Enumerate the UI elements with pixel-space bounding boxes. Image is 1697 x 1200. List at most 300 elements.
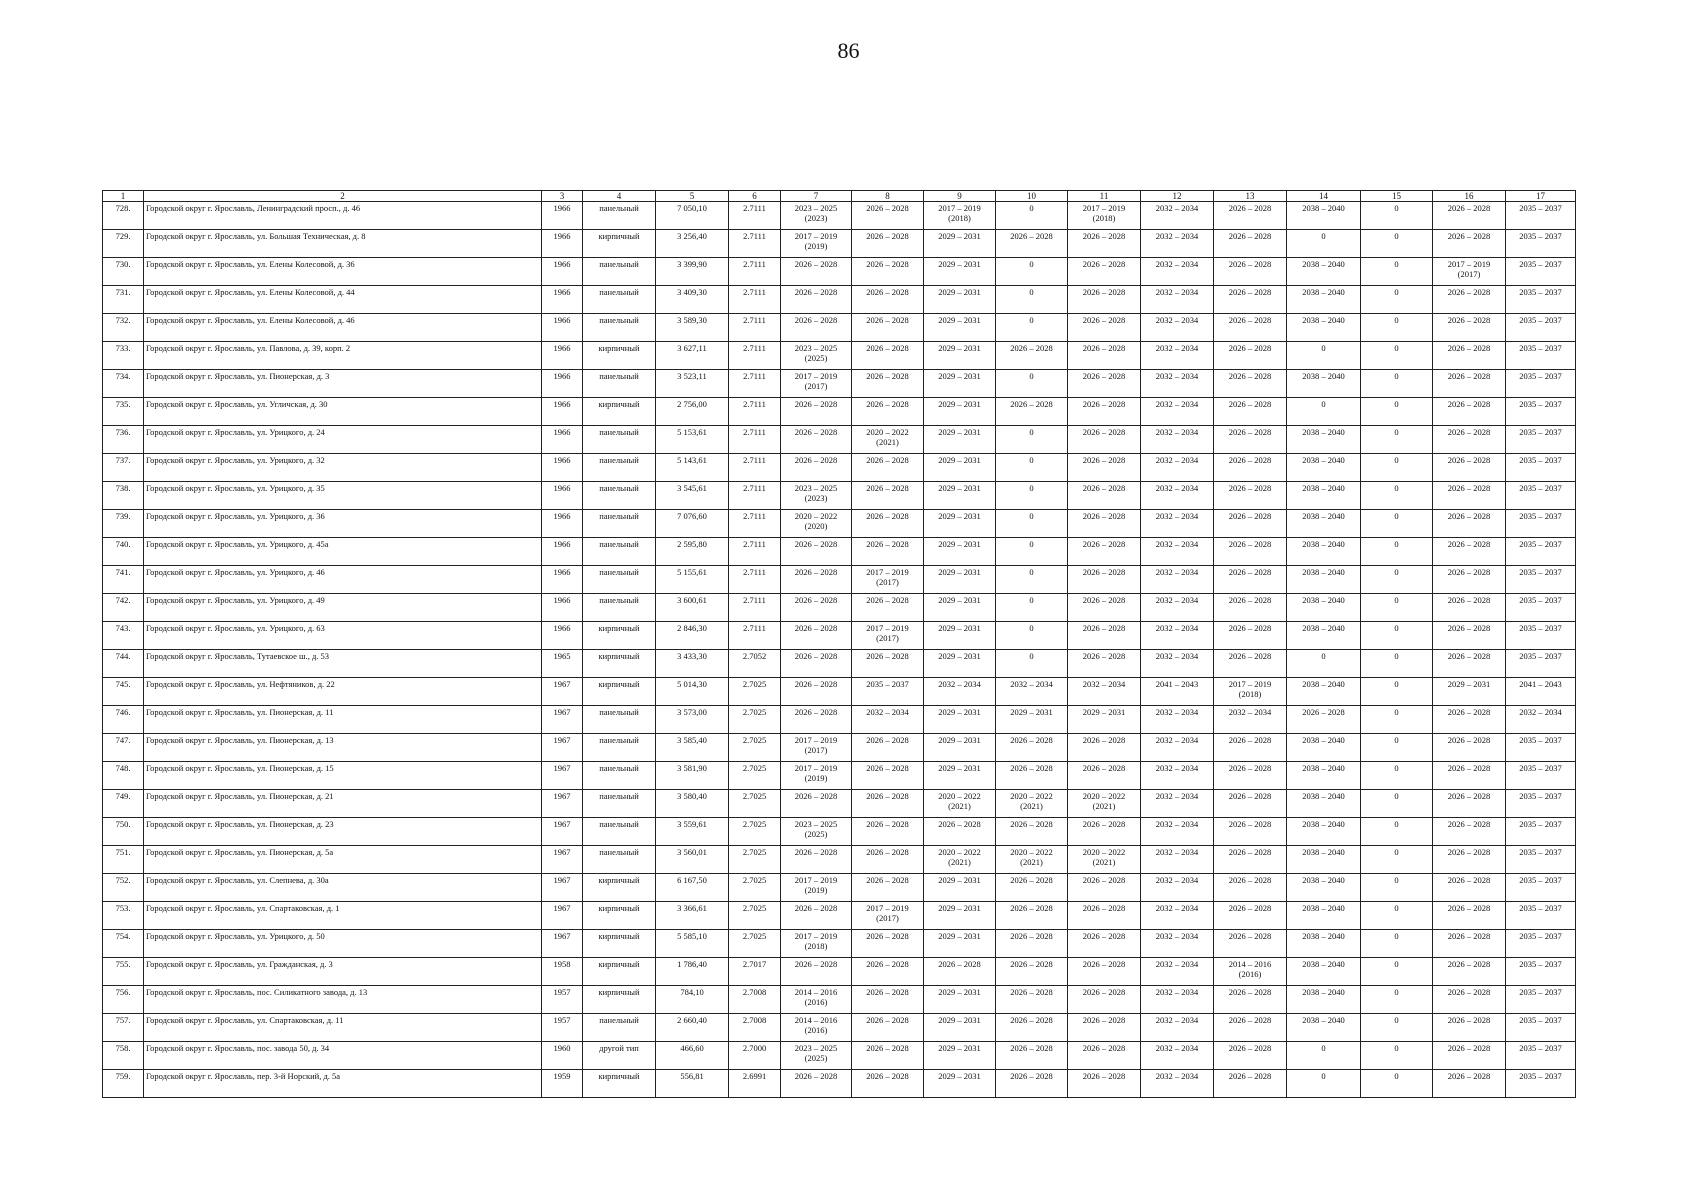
cell-col-9: 2029 – 2031 [924, 986, 996, 1014]
cell-col-11: 2026 – 2028 [1068, 538, 1141, 566]
cell-col-7: 2026 – 2028 [781, 398, 852, 426]
cell-col-5: 5 585,10 [656, 930, 729, 958]
cell-col-7: 2026 – 2028 [781, 622, 852, 650]
cell-col-13: 2026 – 2028 [1214, 342, 1287, 370]
cell-col-6: 2.7008 [729, 986, 781, 1014]
cell-col-3: 1966 [542, 370, 583, 398]
cell-col-9: 2020 – 2022 (2021) [924, 790, 996, 818]
cell-col-6: 2.7111 [729, 230, 781, 258]
cell-col-17: 2035 – 2037 [1506, 762, 1576, 790]
cell-col-10: 2026 – 2028 [996, 1042, 1068, 1070]
cell-col-1: 747. [103, 734, 144, 762]
cell-col-10: 2029 – 2031 [996, 706, 1068, 734]
cell-col-6: 2.7025 [729, 902, 781, 930]
cell-col-8: 2026 – 2028 [852, 230, 924, 258]
cell-col-11: 2026 – 2028 [1068, 370, 1141, 398]
cell-col-7: 2026 – 2028 [781, 454, 852, 482]
table-row [103, 846, 1576, 874]
table-row [103, 398, 1576, 426]
cell-col-15: 0 [1361, 454, 1433, 482]
cell-col-12: 2032 – 2034 [1141, 902, 1214, 930]
cell-col-8: 2026 – 2028 [852, 650, 924, 678]
cell-col-5: 3 409,30 [656, 286, 729, 314]
cell-col-9: 2029 – 2031 [924, 706, 996, 734]
cell-col-11: 2026 – 2028 [1068, 510, 1141, 538]
cell-col-8: 2026 – 2028 [852, 874, 924, 902]
cell-col-8: 2026 – 2028 [852, 1042, 924, 1070]
cell-col-17: 2035 – 2037 [1506, 958, 1576, 986]
cell-col-9: 2029 – 2031 [924, 1042, 996, 1070]
cell-col-4: кирпичный [583, 1070, 656, 1098]
cell-col-12: 2032 – 2034 [1141, 734, 1214, 762]
cell-col-15: 0 [1361, 734, 1433, 762]
cell-col-3: 1966 [542, 286, 583, 314]
cell-col-5: 2 660,40 [656, 1014, 729, 1042]
cell-col-16: 2026 – 2028 [1433, 230, 1506, 258]
cell-col-6: 2.7111 [729, 594, 781, 622]
cell-col-2: Городской округ г. Ярославль, ул. Слепнева, д. 30а [144, 874, 542, 902]
cell-col-12: 2032 – 2034 [1141, 846, 1214, 874]
cell-col-12: 2032 – 2034 [1141, 594, 1214, 622]
cell-col-10: 0 [996, 370, 1068, 398]
cell-col-6: 2.7025 [729, 818, 781, 846]
cell-col-15: 0 [1361, 426, 1433, 454]
cell-col-1: 752. [103, 874, 144, 902]
column-header-17: 17 [1506, 191, 1576, 202]
cell-col-11: 2026 – 2028 [1068, 398, 1141, 426]
cell-col-9: 2029 – 2031 [924, 566, 996, 594]
cell-col-10: 2026 – 2028 [996, 230, 1068, 258]
table-row [103, 706, 1576, 734]
cell-col-3: 1966 [542, 594, 583, 622]
cell-col-16: 2026 – 2028 [1433, 314, 1506, 342]
cell-col-11: 2026 – 2028 [1068, 594, 1141, 622]
cell-col-10: 0 [996, 202, 1068, 230]
cell-col-15: 0 [1361, 1014, 1433, 1042]
cell-col-4: панельный [583, 314, 656, 342]
cell-col-16: 2026 – 2028 [1433, 846, 1506, 874]
cell-col-5: 3 573,00 [656, 706, 729, 734]
cell-col-14: 2038 – 2040 [1287, 594, 1361, 622]
column-header-2: 2 [144, 191, 542, 202]
table-row [103, 566, 1576, 594]
cell-col-10: 2020 – 2022 (2021) [996, 846, 1068, 874]
cell-col-4: кирпичный [583, 650, 656, 678]
cell-col-2: Городской округ г. Ярославль, ул. Урицкого, д. 50 [144, 930, 542, 958]
cell-col-13: 2026 – 2028 [1214, 370, 1287, 398]
cell-col-2: Городской округ г. Ярославль, ул. Павлова, д. 39, корп. 2 [144, 342, 542, 370]
register-table [102, 190, 1576, 1098]
cell-col-7: 2023 – 2025 (2023) [781, 202, 852, 230]
cell-col-3: 1957 [542, 986, 583, 1014]
cell-col-12: 2032 – 2034 [1141, 398, 1214, 426]
cell-col-11: 2026 – 2028 [1068, 818, 1141, 846]
cell-col-1: 753. [103, 902, 144, 930]
cell-col-16: 2026 – 2028 [1433, 426, 1506, 454]
cell-col-10: 2026 – 2028 [996, 986, 1068, 1014]
cell-col-13: 2026 – 2028 [1214, 622, 1287, 650]
cell-col-6: 2.7008 [729, 1014, 781, 1042]
cell-col-9: 2020 – 2022 (2021) [924, 846, 996, 874]
cell-col-4: кирпичный [583, 958, 656, 986]
cell-col-13: 2026 – 2028 [1214, 790, 1287, 818]
cell-col-3: 1958 [542, 958, 583, 986]
cell-col-16: 2029 – 2031 [1433, 678, 1506, 706]
cell-col-4: панельный [583, 762, 656, 790]
cell-col-1: 754. [103, 930, 144, 958]
table-row [103, 482, 1576, 510]
cell-col-7: 2026 – 2028 [781, 902, 852, 930]
cell-col-17: 2035 – 2037 [1506, 566, 1576, 594]
cell-col-4: панельный [583, 258, 656, 286]
cell-col-4: панельный [583, 538, 656, 566]
cell-col-13: 2026 – 2028 [1214, 398, 1287, 426]
column-header-1: 1 [103, 191, 144, 202]
cell-col-1: 757. [103, 1014, 144, 1042]
cell-col-12: 2032 – 2034 [1141, 286, 1214, 314]
cell-col-13: 2026 – 2028 [1214, 762, 1287, 790]
cell-col-5: 784,10 [656, 986, 729, 1014]
cell-col-9: 2029 – 2031 [924, 258, 996, 286]
cell-col-2: Городской округ г. Ярославль, ул. Гражданская, д. 3 [144, 958, 542, 986]
cell-col-17: 2035 – 2037 [1506, 622, 1576, 650]
cell-col-13: 2026 – 2028 [1214, 258, 1287, 286]
cell-col-5: 3 433,30 [656, 650, 729, 678]
cell-col-12: 2032 – 2034 [1141, 706, 1214, 734]
cell-col-4: кирпичный [583, 398, 656, 426]
cell-col-2: Городской округ г. Ярославль, ул. Урицкого, д. 24 [144, 426, 542, 454]
cell-col-7: 2020 – 2022 (2020) [781, 510, 852, 538]
cell-col-13: 2026 – 2028 [1214, 566, 1287, 594]
table-row [103, 930, 1576, 958]
cell-col-2: Городской округ г. Ярославль, ул. Большая Техническая, д. 8 [144, 230, 542, 258]
cell-col-7: 2023 – 2025 (2025) [781, 818, 852, 846]
cell-col-16: 2026 – 2028 [1433, 734, 1506, 762]
cell-col-11: 2017 – 2019 (2018) [1068, 202, 1141, 230]
cell-col-2: Городской округ г. Ярославль, Тутаевское ш., д. 53 [144, 650, 542, 678]
cell-col-5: 3 523,11 [656, 370, 729, 398]
cell-col-4: панельный [583, 846, 656, 874]
cell-col-16: 2026 – 2028 [1433, 650, 1506, 678]
cell-col-9: 2026 – 2028 [924, 958, 996, 986]
cell-col-6: 2.7111 [729, 538, 781, 566]
cell-col-5: 3 581,90 [656, 762, 729, 790]
table-row [103, 454, 1576, 482]
cell-col-17: 2035 – 2037 [1506, 314, 1576, 342]
cell-col-13: 2026 – 2028 [1214, 454, 1287, 482]
cell-col-15: 0 [1361, 482, 1433, 510]
cell-col-9: 2029 – 2031 [924, 1014, 996, 1042]
cell-col-12: 2032 – 2034 [1141, 426, 1214, 454]
cell-col-3: 1967 [542, 930, 583, 958]
cell-col-5: 3 559,61 [656, 818, 729, 846]
cell-col-11: 2026 – 2028 [1068, 650, 1141, 678]
cell-col-5: 2 595,80 [656, 538, 729, 566]
cell-col-14: 2038 – 2040 [1287, 426, 1361, 454]
cell-col-10: 0 [996, 482, 1068, 510]
cell-col-3: 1967 [542, 734, 583, 762]
cell-col-16: 2026 – 2028 [1433, 538, 1506, 566]
table-row [103, 510, 1576, 538]
cell-col-2: Городской округ г. Ярославль, ул. Елены Колесовой, д. 46 [144, 314, 542, 342]
cell-col-15: 0 [1361, 594, 1433, 622]
cell-col-8: 2026 – 2028 [852, 202, 924, 230]
cell-col-17: 2035 – 2037 [1506, 1070, 1576, 1098]
cell-col-7: 2026 – 2028 [781, 286, 852, 314]
column-header-14: 14 [1287, 191, 1361, 202]
cell-col-15: 0 [1361, 230, 1433, 258]
cell-col-4: кирпичный [583, 902, 656, 930]
cell-col-14: 2038 – 2040 [1287, 678, 1361, 706]
cell-col-13: 2026 – 2028 [1214, 230, 1287, 258]
cell-col-4: другой тип [583, 1042, 656, 1070]
cell-col-2: Городской округ г. Ярославль, ул. Пионерская, д. 15 [144, 762, 542, 790]
cell-col-8: 2026 – 2028 [852, 538, 924, 566]
cell-col-3: 1966 [542, 202, 583, 230]
cell-col-4: панельный [583, 594, 656, 622]
table-row [103, 874, 1576, 902]
cell-col-16: 2026 – 2028 [1433, 482, 1506, 510]
cell-col-14: 0 [1287, 342, 1361, 370]
cell-col-15: 0 [1361, 286, 1433, 314]
column-header-7: 7 [781, 191, 852, 202]
cell-col-10: 2020 – 2022 (2021) [996, 790, 1068, 818]
cell-col-7: 2026 – 2028 [781, 538, 852, 566]
cell-col-13: 2026 – 2028 [1214, 286, 1287, 314]
cell-col-16: 2026 – 2028 [1433, 762, 1506, 790]
table-row [103, 258, 1576, 286]
cell-col-2: Городской округ г. Ярославль, пер. 3-й Норский, д. 5а [144, 1070, 542, 1098]
cell-col-5: 3 256,40 [656, 230, 729, 258]
cell-col-14: 2038 – 2040 [1287, 958, 1361, 986]
cell-col-9: 2029 – 2031 [924, 454, 996, 482]
cell-col-6: 2.7111 [729, 566, 781, 594]
cell-col-9: 2029 – 2031 [924, 370, 996, 398]
cell-col-12: 2032 – 2034 [1141, 874, 1214, 902]
table-row [103, 790, 1576, 818]
cell-col-12: 2041 – 2043 [1141, 678, 1214, 706]
cell-col-13: 2026 – 2028 [1214, 986, 1287, 1014]
cell-col-9: 2029 – 2031 [924, 398, 996, 426]
cell-col-16: 2026 – 2028 [1433, 874, 1506, 902]
cell-col-15: 0 [1361, 650, 1433, 678]
cell-col-4: панельный [583, 454, 656, 482]
cell-col-3: 1966 [542, 566, 583, 594]
cell-col-1: 741. [103, 566, 144, 594]
cell-col-15: 0 [1361, 622, 1433, 650]
cell-col-14: 2038 – 2040 [1287, 370, 1361, 398]
cell-col-11: 2026 – 2028 [1068, 874, 1141, 902]
cell-col-11: 2026 – 2028 [1068, 426, 1141, 454]
cell-col-15: 0 [1361, 790, 1433, 818]
table-row [103, 202, 1576, 230]
cell-col-6: 2.7111 [729, 454, 781, 482]
cell-col-12: 2032 – 2034 [1141, 958, 1214, 986]
cell-col-5: 3 560,01 [656, 846, 729, 874]
cell-col-3: 1967 [542, 902, 583, 930]
cell-col-10: 0 [996, 650, 1068, 678]
cell-col-11: 2026 – 2028 [1068, 622, 1141, 650]
cell-col-13: 2026 – 2028 [1214, 846, 1287, 874]
cell-col-16: 2026 – 2028 [1433, 594, 1506, 622]
cell-col-2: Городской округ г. Ярославль, ул. Пионерская, д. 21 [144, 790, 542, 818]
cell-col-12: 2032 – 2034 [1141, 790, 1214, 818]
cell-col-1: 734. [103, 370, 144, 398]
cell-col-12: 2032 – 2034 [1141, 566, 1214, 594]
cell-col-1: 755. [103, 958, 144, 986]
table-row [103, 622, 1576, 650]
cell-col-15: 0 [1361, 818, 1433, 846]
cell-col-3: 1966 [542, 538, 583, 566]
cell-col-1: 746. [103, 706, 144, 734]
cell-col-16: 2026 – 2028 [1433, 510, 1506, 538]
cell-col-15: 0 [1361, 314, 1433, 342]
cell-col-14: 0 [1287, 1042, 1361, 1070]
cell-col-15: 0 [1361, 874, 1433, 902]
table-body [103, 202, 1576, 1098]
cell-col-13: 2026 – 2028 [1214, 818, 1287, 846]
cell-col-1: 730. [103, 258, 144, 286]
cell-col-7: 2017 – 2019 (2019) [781, 874, 852, 902]
cell-col-17: 2035 – 2037 [1506, 398, 1576, 426]
cell-col-7: 2026 – 2028 [781, 566, 852, 594]
cell-col-1: 745. [103, 678, 144, 706]
cell-col-9: 2029 – 2031 [924, 594, 996, 622]
cell-col-10: 2026 – 2028 [996, 874, 1068, 902]
cell-col-5: 3 585,40 [656, 734, 729, 762]
cell-col-14: 0 [1287, 650, 1361, 678]
cell-col-11: 2020 – 2022 (2021) [1068, 790, 1141, 818]
cell-col-17: 2035 – 2037 [1506, 370, 1576, 398]
cell-col-2: Городской округ г. Ярославль, ул. Пионерская, д. 11 [144, 706, 542, 734]
cell-col-4: панельный [583, 286, 656, 314]
column-header-6: 6 [729, 191, 781, 202]
cell-col-3: 1959 [542, 1070, 583, 1098]
cell-col-9: 2026 – 2028 [924, 818, 996, 846]
cell-col-16: 2026 – 2028 [1433, 790, 1506, 818]
cell-col-2: Городской округ г. Ярославль, Ленинградский просп., д. 46 [144, 202, 542, 230]
cell-col-16: 2026 – 2028 [1433, 1042, 1506, 1070]
cell-col-12: 2032 – 2034 [1141, 454, 1214, 482]
table-row [103, 370, 1576, 398]
cell-col-8: 2026 – 2028 [852, 286, 924, 314]
cell-col-5: 2 756,00 [656, 398, 729, 426]
cell-col-2: Городской округ г. Ярославль, ул. Угличская, д. 30 [144, 398, 542, 426]
cell-col-12: 2032 – 2034 [1141, 314, 1214, 342]
cell-col-2: Городской округ г. Ярославль, ул. Елены Колесовой, д. 44 [144, 286, 542, 314]
cell-col-7: 2017 – 2019 (2017) [781, 370, 852, 398]
cell-col-2: Городской округ г. Ярославль, ул. Нефтяников, д. 22 [144, 678, 542, 706]
cell-col-14: 2038 – 2040 [1287, 818, 1361, 846]
cell-col-8: 2026 – 2028 [852, 370, 924, 398]
cell-col-1: 728. [103, 202, 144, 230]
cell-col-3: 1967 [542, 818, 583, 846]
cell-col-8: 2026 – 2028 [852, 510, 924, 538]
cell-col-7: 2023 – 2025 (2025) [781, 1042, 852, 1070]
cell-col-4: панельный [583, 1014, 656, 1042]
cell-col-7: 2026 – 2028 [781, 258, 852, 286]
cell-col-10: 0 [996, 510, 1068, 538]
cell-col-8: 2026 – 2028 [852, 258, 924, 286]
cell-col-16: 2026 – 2028 [1433, 986, 1506, 1014]
cell-col-8: 2026 – 2028 [852, 398, 924, 426]
cell-col-8: 2026 – 2028 [852, 818, 924, 846]
cell-col-9: 2029 – 2031 [924, 230, 996, 258]
cell-col-9: 2029 – 2031 [924, 342, 996, 370]
cell-col-3: 1966 [542, 426, 583, 454]
cell-col-6: 2.7025 [729, 790, 781, 818]
cell-col-6: 2.7025 [729, 678, 781, 706]
cell-col-8: 2026 – 2028 [852, 314, 924, 342]
cell-col-3: 1957 [542, 1014, 583, 1042]
cell-col-14: 2026 – 2028 [1287, 706, 1361, 734]
table-row [103, 342, 1576, 370]
cell-col-15: 0 [1361, 370, 1433, 398]
cell-col-7: 2026 – 2028 [781, 314, 852, 342]
cell-col-14: 2038 – 2040 [1287, 986, 1361, 1014]
cell-col-3: 1967 [542, 706, 583, 734]
cell-col-15: 0 [1361, 1070, 1433, 1098]
cell-col-12: 2032 – 2034 [1141, 202, 1214, 230]
cell-col-2: Городской округ г. Ярославль, ул. Пионерская, д. 23 [144, 818, 542, 846]
cell-col-4: кирпичный [583, 874, 656, 902]
cell-col-16: 2026 – 2028 [1433, 902, 1506, 930]
cell-col-17: 2035 – 2037 [1506, 930, 1576, 958]
column-header-12: 12 [1141, 191, 1214, 202]
cell-col-7: 2026 – 2028 [781, 1070, 852, 1098]
cell-col-2: Городской округ г. Ярославль, пос. Силикатного завода, д. 13 [144, 986, 542, 1014]
cell-col-8: 2026 – 2028 [852, 1014, 924, 1042]
cell-col-7: 2023 – 2025 (2023) [781, 482, 852, 510]
cell-col-1: 759. [103, 1070, 144, 1098]
cell-col-17: 2035 – 2037 [1506, 426, 1576, 454]
cell-col-17: 2035 – 2037 [1506, 1042, 1576, 1070]
cell-col-11: 2026 – 2028 [1068, 734, 1141, 762]
cell-col-9: 2029 – 2031 [924, 622, 996, 650]
cell-col-16: 2026 – 2028 [1433, 958, 1506, 986]
cell-col-16: 2026 – 2028 [1433, 342, 1506, 370]
column-header-13: 13 [1214, 191, 1287, 202]
cell-col-14: 2038 – 2040 [1287, 566, 1361, 594]
cell-col-17: 2035 – 2037 [1506, 818, 1576, 846]
cell-col-12: 2032 – 2034 [1141, 1042, 1214, 1070]
cell-col-17: 2035 – 2037 [1506, 1014, 1576, 1042]
cell-col-10: 2026 – 2028 [996, 342, 1068, 370]
column-header-16: 16 [1433, 191, 1506, 202]
cell-col-1: 749. [103, 790, 144, 818]
cell-col-15: 0 [1361, 706, 1433, 734]
cell-col-8: 2026 – 2028 [852, 1070, 924, 1098]
cell-col-17: 2035 – 2037 [1506, 594, 1576, 622]
cell-col-14: 2038 – 2040 [1287, 930, 1361, 958]
cell-col-17: 2035 – 2037 [1506, 258, 1576, 286]
cell-col-16: 2026 – 2028 [1433, 706, 1506, 734]
cell-col-6: 2.7111 [729, 342, 781, 370]
cell-col-16: 2026 – 2028 [1433, 622, 1506, 650]
cell-col-13: 2026 – 2028 [1214, 930, 1287, 958]
cell-col-12: 2032 – 2034 [1141, 370, 1214, 398]
cell-col-3: 1967 [542, 874, 583, 902]
table-row [103, 958, 1576, 986]
cell-col-4: панельный [583, 818, 656, 846]
cell-col-17: 2035 – 2037 [1506, 650, 1576, 678]
cell-col-6: 2.7111 [729, 510, 781, 538]
cell-col-3: 1966 [542, 622, 583, 650]
column-header-4: 4 [583, 191, 656, 202]
cell-col-1: 735. [103, 398, 144, 426]
cell-col-16: 2026 – 2028 [1433, 202, 1506, 230]
cell-col-9: 2029 – 2031 [924, 874, 996, 902]
